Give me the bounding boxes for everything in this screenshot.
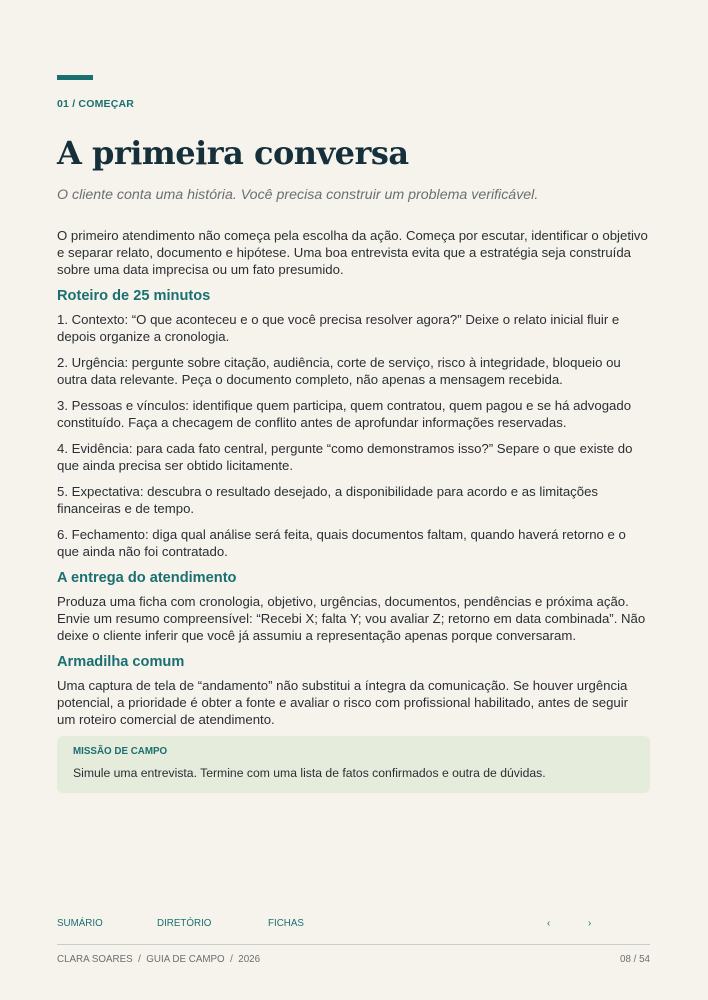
- next-page-icon[interactable]: ›: [588, 918, 592, 929]
- list-item: 4. Evidência: para cada fato central, pergunte “como demonstramos isso?” Separe o que existe do que ainda precisa ser obtido licitamente.: [57, 441, 633, 473]
- entrega-paragraph: Produza uma ficha com cronologia, objetivo, urgências, documentos, pendências e próxima ação. Envie um resumo compreensível: “Recebi X; falta Y; vou avaliar Z; retorno em data combinada”. Não deixe o cliente inferir que você já assumiu a representação apenas porque conversaram.: [57, 594, 646, 643]
- accent-bar: [57, 75, 93, 80]
- footer-divider: [57, 944, 650, 945]
- mission-box: [57, 736, 650, 793]
- armadilha-paragraph: Uma captura de tela de “andamento” não substitui a íntegra da comunicação. Se houver urgência potencial, a prioridade é obter a fonte e avaliar o risco com profissional habilitado, antes de seguir um roteiro comercial de atendimento.: [57, 678, 629, 727]
- list-item: 5. Expectativa: descubra o resultado desejado, a disponibilidade para acordo e as limitações financeiras e de tempo.: [57, 484, 599, 516]
- section-heading-roteiro: Roteiro de 25 minutos: [57, 288, 211, 304]
- list-item: 2. Urgência: pergunte sobre citação, audiência, corte de serviço, risco à integridade, bloqueio ou outra data relevante. Peça o documento completo, não apenas a mensagem recebida.: [57, 355, 621, 387]
- intro-paragraph: O primeiro atendimento não começa pela escolha da ação. Começa por escutar, identificar o objetivo e separar relato, documento e hipótese. Uma boa entrevista evita que a estratégia seja construída sobre uma data imprecisa ou um fato presumido.: [57, 228, 648, 277]
- main-content: [57, 227, 650, 737]
- page-subtitle: O cliente conta uma história. Você precisa construir um problema verificável.: [57, 187, 539, 203]
- nav-link-sheets[interactable]: FICHAS: [268, 918, 304, 929]
- list-item: 6. Fechamento: diga qual análise será feita, quais documentos faltam, quando haverá retorno e o que ainda não foi contratado.: [57, 527, 626, 559]
- footer-credits: CLARA SOARES / GUIA DE CAMPO / 2026: [57, 954, 261, 965]
- list-item: 3. Pessoas e vínculos: identifique quem participa, quem contratou, quem pagou e se há advogado constituído. Faça a checagem de conflito antes de aprofundar informações reservadas.: [57, 398, 632, 430]
- section-label: 01 / COMEÇAR: [57, 98, 135, 110]
- mission-text: Simule uma entrevista. Termine com uma lista de fatos confirmados e outra de dúvidas.: [73, 766, 546, 780]
- section-heading-armadilha: Armadilha comum: [57, 654, 185, 670]
- list-item: 1. Contexto: “O que aconteceu e o que você precisa resolver agora?” Deixe o relato inicial fluir e depois organize a cronologia.: [57, 312, 620, 344]
- page-title: A primeira conversa: [57, 134, 409, 172]
- prev-page-icon[interactable]: ‹: [547, 918, 551, 929]
- page-number: 08 / 54: [620, 954, 650, 965]
- section-heading-entrega: A entrega do atendimento: [57, 570, 237, 586]
- nav-link-directory[interactable]: DIRETÓRIO: [157, 918, 212, 929]
- mission-label: MISSÃO DE CAMPO: [73, 746, 168, 757]
- nav-link-summary[interactable]: SUMÁRIO: [57, 918, 103, 929]
